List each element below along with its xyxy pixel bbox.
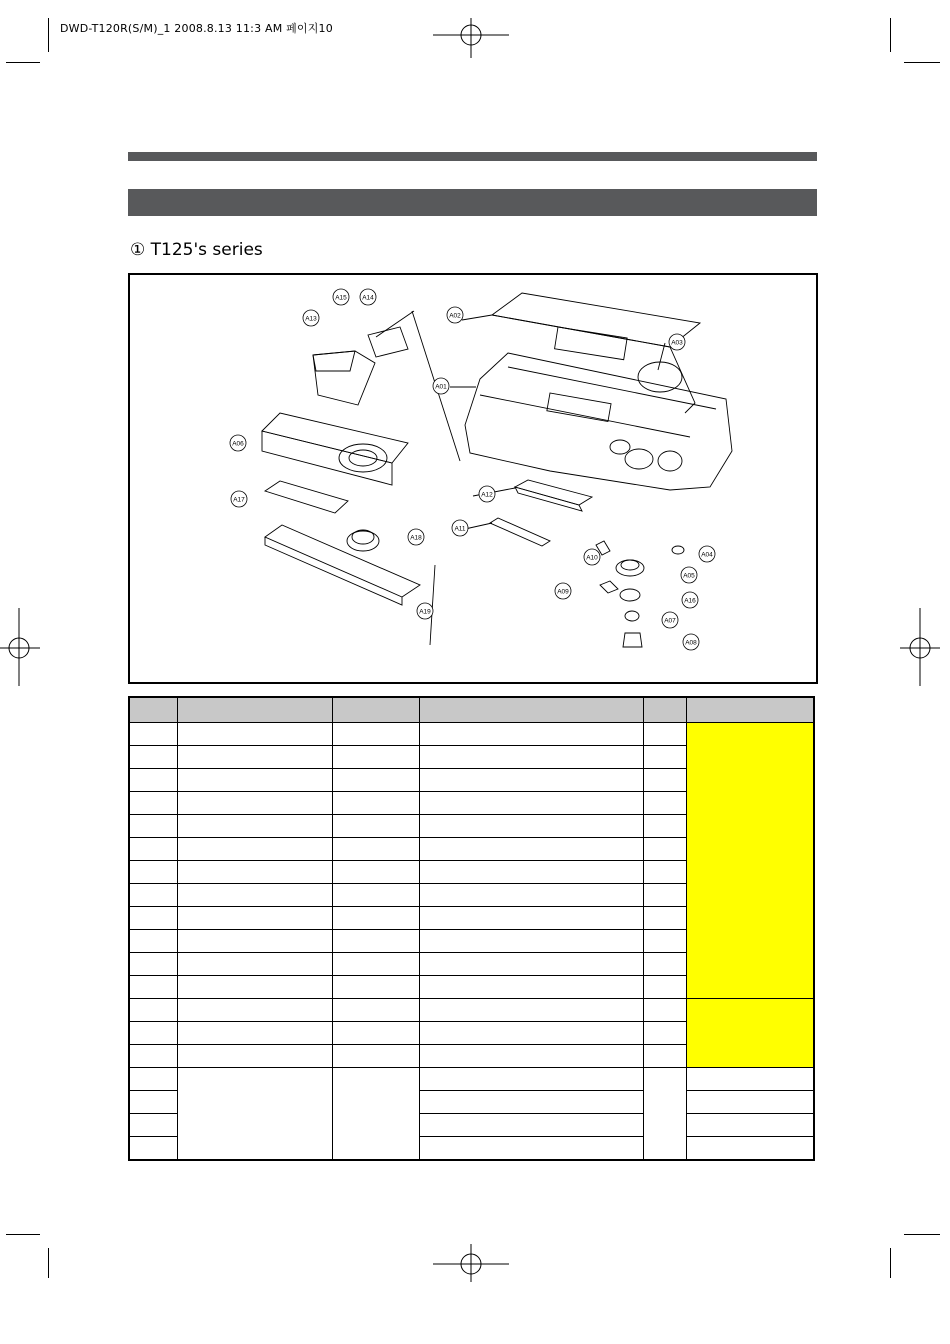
callout-a06: A06 [232,440,244,448]
callout-a03: A03 [671,339,683,347]
callout-a05: A05 [683,572,695,580]
callout-a02: A02 [449,312,461,320]
highlight-cell [687,723,815,999]
callout-a13: A13 [305,315,317,323]
header-cell [178,697,333,723]
header-cell [420,697,644,723]
table-row [129,1068,814,1091]
highlight-cell [687,999,815,1068]
callout-a11: A11 [454,525,466,533]
print-slug: DWD-T120R(S/M)_1 2008.8.13 11:3 AM 페이지10 [60,22,333,35]
exploded-view-drawing [130,275,816,682]
callout-a15: A15 [335,294,347,302]
callout-a01: A01 [435,383,447,391]
callout-a09: A09 [557,588,569,596]
header-cell [129,697,178,723]
section-title: ① T125's series [130,240,263,260]
callout-a14: A14 [362,294,374,302]
callout-a17: A17 [233,496,245,504]
callout-a16: A16 [684,597,696,605]
header-cell [333,697,420,723]
table-header-row [129,697,814,723]
top-rule [128,152,817,161]
table-row [129,999,814,1022]
callout-a10: A10 [586,554,598,562]
callout-a07: A07 [664,617,676,625]
header-cell [644,697,687,723]
callout-a08: A08 [685,639,697,647]
header-cell [687,697,815,723]
callout-a04: A04 [701,551,713,559]
table-row [129,723,814,746]
callout-a19: A19 [419,608,431,616]
exploded-diagram [128,273,818,684]
callout-a12: A12 [481,491,493,499]
parts-table [128,696,815,1161]
heading-bar [128,189,817,216]
callout-a18: A18 [410,534,422,542]
